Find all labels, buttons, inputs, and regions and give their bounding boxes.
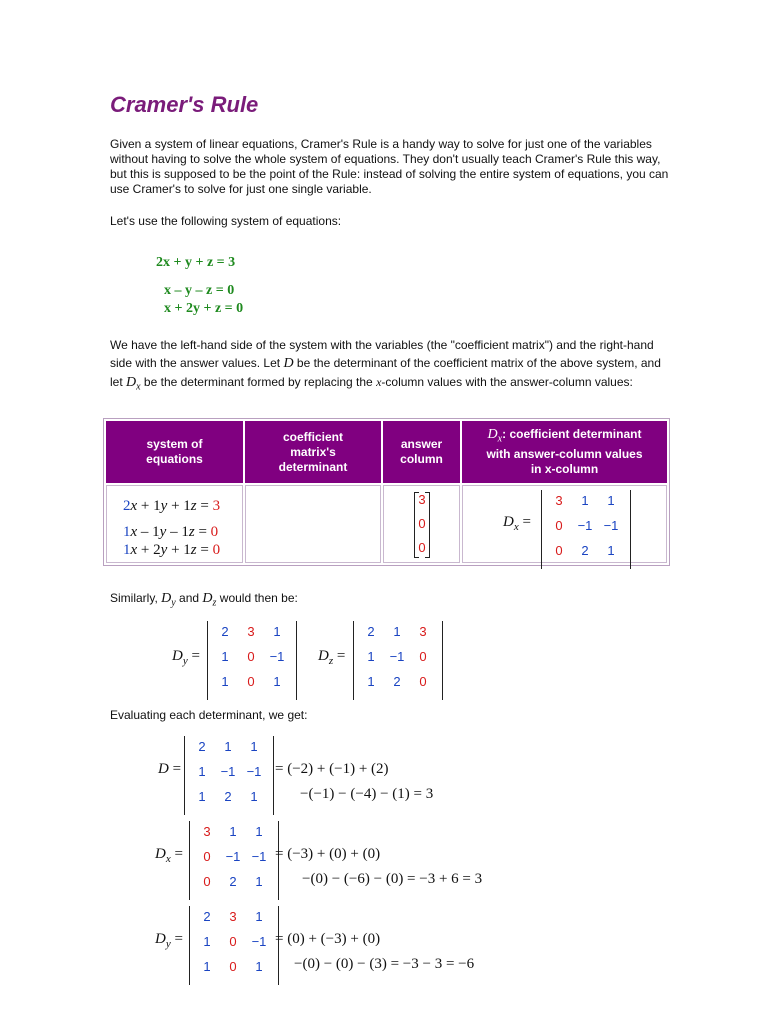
matrix-cell: 0 (229, 934, 237, 949)
dy-eval-line-2: −(0) − (0) − (3) = −3 − 3 = −6 (294, 956, 475, 972)
answer-column-matrix: 3 0 0 (414, 492, 430, 558)
lets-use-text: Let's use the following system of equations: (110, 214, 342, 228)
matrix-cell: 1 (229, 824, 237, 839)
dy-matrix (207, 621, 297, 700)
matrix-cell: 1 (367, 674, 375, 689)
dx-cell (462, 485, 667, 563)
determinant-bar-left (189, 821, 190, 900)
matrix-cell: 2 (224, 789, 232, 804)
dy-eval-label: $D_y$ = (155, 931, 183, 950)
dz-label: $D_z$ = (318, 648, 346, 667)
equation-2: x – y – z = 0 (164, 283, 235, 298)
matrix-cell: −1 (389, 649, 405, 664)
matrix-cell: 1 (607, 543, 615, 558)
matrix-cell: 0 (229, 959, 237, 974)
dx-eval-line-2: −(0) − (−6) − (0) = −3 + 6 = 3 (302, 871, 483, 887)
matrix-cell: 1 (255, 874, 263, 889)
answer-cell (383, 485, 460, 563)
matrix-cell: 0 (247, 649, 255, 664)
system-row-2: 1x – 1y – 1z = 0 (123, 524, 219, 540)
intro-paragraph: Given a system of linear equations, Cramer's Rule is a handy way to solve for just one of the variables without having to solve the whole system of equations. They don't usually teach Cramer's Rule this way, but this is supposed to be the point of the Rule: instead of solving the entire system of equations, you can use Cramer's to solve for just one single variable. (110, 137, 669, 196)
page-title: Cramer's Rule (110, 92, 259, 117)
matrix-cell: 2 (393, 674, 401, 689)
determinant-bar-left (184, 736, 185, 815)
dz-matrix (353, 621, 443, 700)
dx-label: $D_x$ = (503, 514, 531, 533)
equation-3: x + 2y + z = 0 (164, 301, 244, 316)
coefficient-paragraph: We have the left-hand side of the system with the variables (the "coefficient matrix") and the right-hand side with the answer values. Let D be the determinant of the coefficient matrix of the above system, and let $D_x$ be the determinant formed by replacing the x-column values with the answer-column values: (110, 338, 661, 393)
determinant-bar-left (189, 906, 190, 985)
dy-label: $D_y$ = (172, 648, 200, 667)
determinant-bar-left (207, 621, 208, 700)
d-eval-line-1: = (−2) + (−1) + (2) (275, 761, 389, 777)
matrix-cell: −1 (577, 518, 593, 533)
matrix-cell: 0 (419, 649, 427, 664)
equation-1: 2x + y + z = 3 (156, 255, 236, 270)
determinant-bar-left (541, 490, 542, 569)
matrix-cell: 1 (198, 764, 206, 779)
dx-matrix (541, 490, 631, 569)
matrix-cell: 0 (555, 518, 563, 533)
header-system: system of equations (106, 421, 243, 483)
matrix-cell: 3 (555, 493, 563, 508)
determinant-bar-right (630, 490, 631, 569)
matrix-cell: 1 (255, 959, 263, 974)
matrix-cell: −1 (246, 764, 262, 779)
coefficient-cell (245, 485, 381, 563)
similarly-text: Similarly, $D_y$ and $D_z$ would then be: (110, 591, 298, 609)
matrix-cell: 2 (367, 624, 375, 639)
matrix-cell: 1 (224, 739, 232, 754)
matrix-cell: 0 (555, 543, 563, 558)
system-row-1: 2x + 1y + 1z = 3 (123, 498, 221, 514)
matrix-cell: 2 (581, 543, 589, 558)
header-dx: $D_x$: coefficient determinant with answer-column values in x-column (462, 421, 667, 483)
matrix-cell: 2 (203, 909, 211, 924)
matrix-cell: 1 (198, 789, 206, 804)
matrix-cell: 1 (607, 493, 615, 508)
matrix-cell: 0 (203, 874, 211, 889)
matrix-cell: −1 (603, 518, 619, 533)
matrix-cell: 0 (419, 674, 427, 689)
determinant-bar-right (296, 621, 297, 700)
matrix-cell: 1 (250, 739, 258, 754)
system-cell (106, 485, 243, 563)
d-label: D = (158, 761, 182, 777)
matrix-cell: −1 (269, 649, 285, 664)
matrix-cell: 0 (203, 849, 211, 864)
system-row-3: 1x + 2y + 1z = 0 (123, 542, 221, 558)
matrix-cell: 1 (221, 649, 229, 664)
matrix-cell: −1 (225, 849, 241, 864)
matrix-cell: 1 (393, 624, 401, 639)
matrix-cell: 3 (229, 909, 237, 924)
matrix-cell: 0 (247, 674, 255, 689)
determinant-bar-left (353, 621, 354, 700)
dx-eval-label: $D_x$ = (155, 846, 183, 865)
matrix-cell: 1 (273, 674, 281, 689)
cramer-table (103, 418, 670, 566)
header-answer: answer column (383, 421, 460, 483)
dx-eval-matrix (189, 821, 279, 900)
dy-eval-matrix (189, 906, 279, 985)
matrix-cell: 1 (203, 934, 211, 949)
matrix-cell: 1 (250, 789, 258, 804)
evaluating-text: Evaluating each determinant, we get: (110, 708, 308, 722)
matrix-cell: 1 (581, 493, 589, 508)
dy-eval-line-1: = (0) + (−3) + (0) (275, 931, 381, 947)
matrix-cell: 3 (247, 624, 255, 639)
matrix-cell: 2 (221, 624, 229, 639)
matrix-cell: 3 (203, 824, 211, 839)
matrix-cell: 1 (203, 959, 211, 974)
matrix-cell: −1 (251, 849, 267, 864)
matrix-cell: −1 (220, 764, 236, 779)
determinant-bar-right (273, 736, 274, 815)
matrix-cell: 1 (221, 674, 229, 689)
matrix-cell: 2 (229, 874, 237, 889)
d-eval-line-2: −(−1) − (−4) − (1) = 3 (300, 786, 434, 802)
matrix-cell: 1 (255, 909, 263, 924)
matrix-cell: 3 (419, 624, 427, 639)
matrix-cell: 1 (255, 824, 263, 839)
header-coefficient: coefficient matrix's determinant (245, 421, 381, 483)
determinant-bar-right (442, 621, 443, 700)
matrix-cell: 1 (367, 649, 375, 664)
matrix-cell: −1 (251, 934, 267, 949)
d-matrix (184, 736, 274, 815)
matrix-cell: 1 (273, 624, 281, 639)
dx-eval-line-1: = (−3) + (0) + (0) (275, 846, 381, 862)
matrix-cell: 2 (198, 739, 206, 754)
